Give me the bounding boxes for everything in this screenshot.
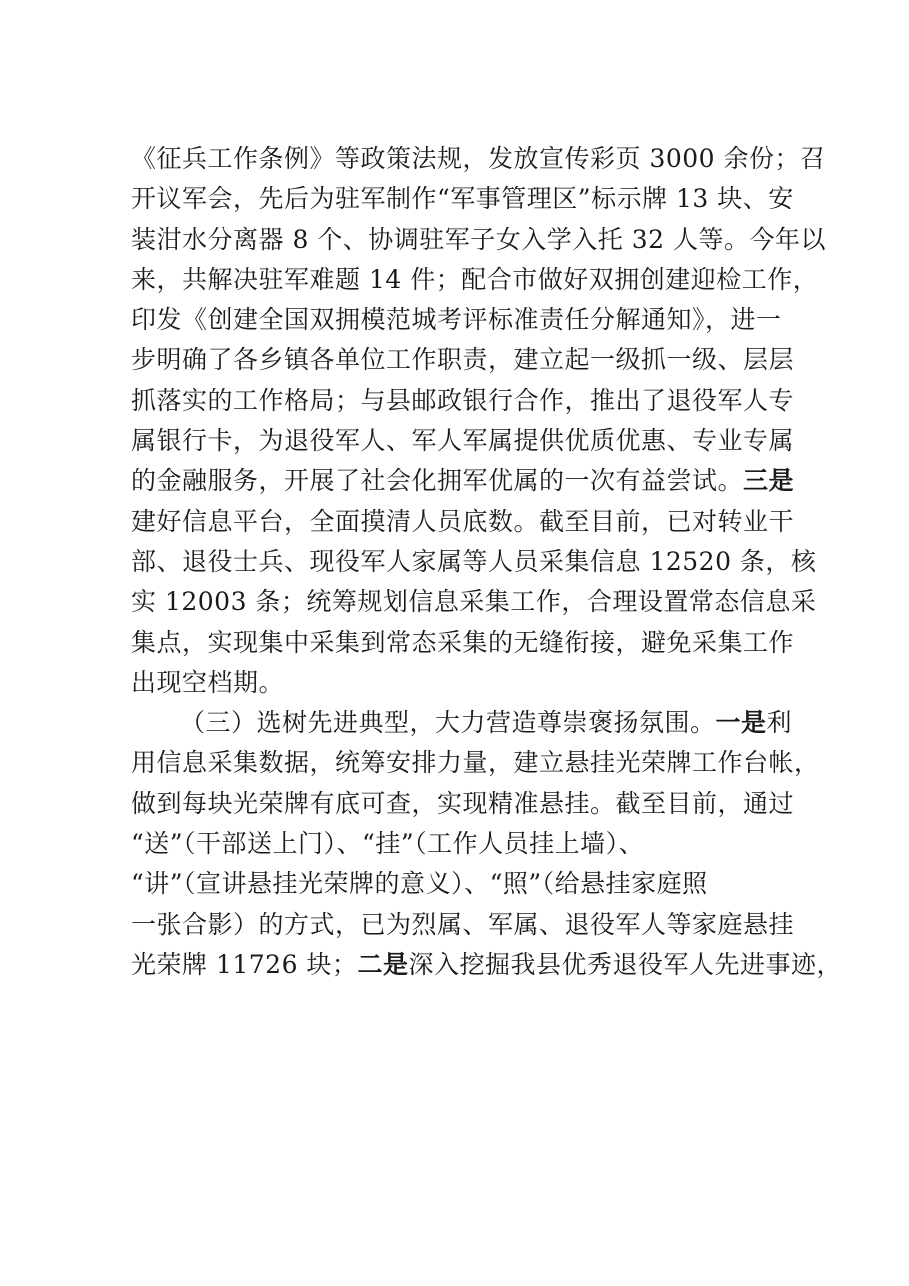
text-line: 印发《创建全国双拥模范城考评标准责任分解通知》，进一 xyxy=(131,305,782,335)
text-line: 来，共解决驻军难题 14 件；配合市做好双拥创建迎检工作， xyxy=(131,264,819,294)
text-line xyxy=(131,461,795,501)
text-line: 装泔水分离器 8 个、协调驻军子女入学入托 32 人等。今年以 xyxy=(131,224,827,254)
text-line: 部、退役士兵、现役军人家属等人员采集信息 12520 条，核 xyxy=(131,546,817,576)
text-line: 抓落实的工作格局；与县邮政银行合作，推出了退役军人专 xyxy=(131,385,795,415)
section-heading: （三）选树先进典型，大力营造尊崇褒扬氛围。 xyxy=(180,708,716,738)
text-line: 集点，实现集中采集到常态采集的无缝衔接，避免采集工作 xyxy=(131,627,795,657)
text-line: 实 12003 条；统筹规划信息采集工作，合理设置常态信息采 xyxy=(131,587,817,617)
text-line: 开议军会，先后为驻军制作“军事管理区”标示牌 13 块、安 xyxy=(131,184,794,214)
text-segment: 深入挖掘我县优秀退役军人先进事迹， xyxy=(408,949,842,979)
body-text xyxy=(131,139,842,985)
emphasis-label: 二是 xyxy=(357,949,409,979)
emphasis-label: 一是 xyxy=(715,708,767,738)
text-line: 属银行卡，为退役军人、军人军属提供优质优惠、专业专属 xyxy=(131,426,795,456)
text-line: 一张合影）的方式，已为烈属、军属、退役军人等家庭悬挂 xyxy=(131,909,795,939)
text-line: 建好信息平台，全面摸清人员底数。截至目前，已对转业干 xyxy=(131,506,795,536)
emphasis-label: 三是 xyxy=(743,466,795,496)
text-line: 出现空档期。 xyxy=(131,667,285,697)
text-line: 做到每块光荣牌有底可查，实现精准悬挂。截至目前，通过 xyxy=(131,788,795,818)
text-line: “送”（干部送上门）、“挂”（工作人员挂上墙）、 xyxy=(131,829,645,859)
text-line: 用信息采集数据，统筹安排力量，建立悬挂光荣牌工作台帐， xyxy=(131,748,820,778)
text-line: “讲”（宣讲悬挂光荣牌的意义）、“照”（给悬挂家庭照 xyxy=(131,869,708,899)
text-segment: 光荣牌 11726 块； xyxy=(131,949,358,979)
text-segment: 的金融服务，开展了社会化拥军优属的一次有益尝试。 xyxy=(131,466,744,496)
text-line: 步明确了各乡镇各单位工作职责，建立起一级抓一级、层层 xyxy=(131,345,795,375)
text-segment: 利 xyxy=(766,708,793,738)
text-line: 《征兵工作条例》等政策法规，发放宣传彩页 3000 余份；召 xyxy=(131,144,826,173)
text-line xyxy=(131,945,842,985)
section-heading-line xyxy=(131,703,793,743)
